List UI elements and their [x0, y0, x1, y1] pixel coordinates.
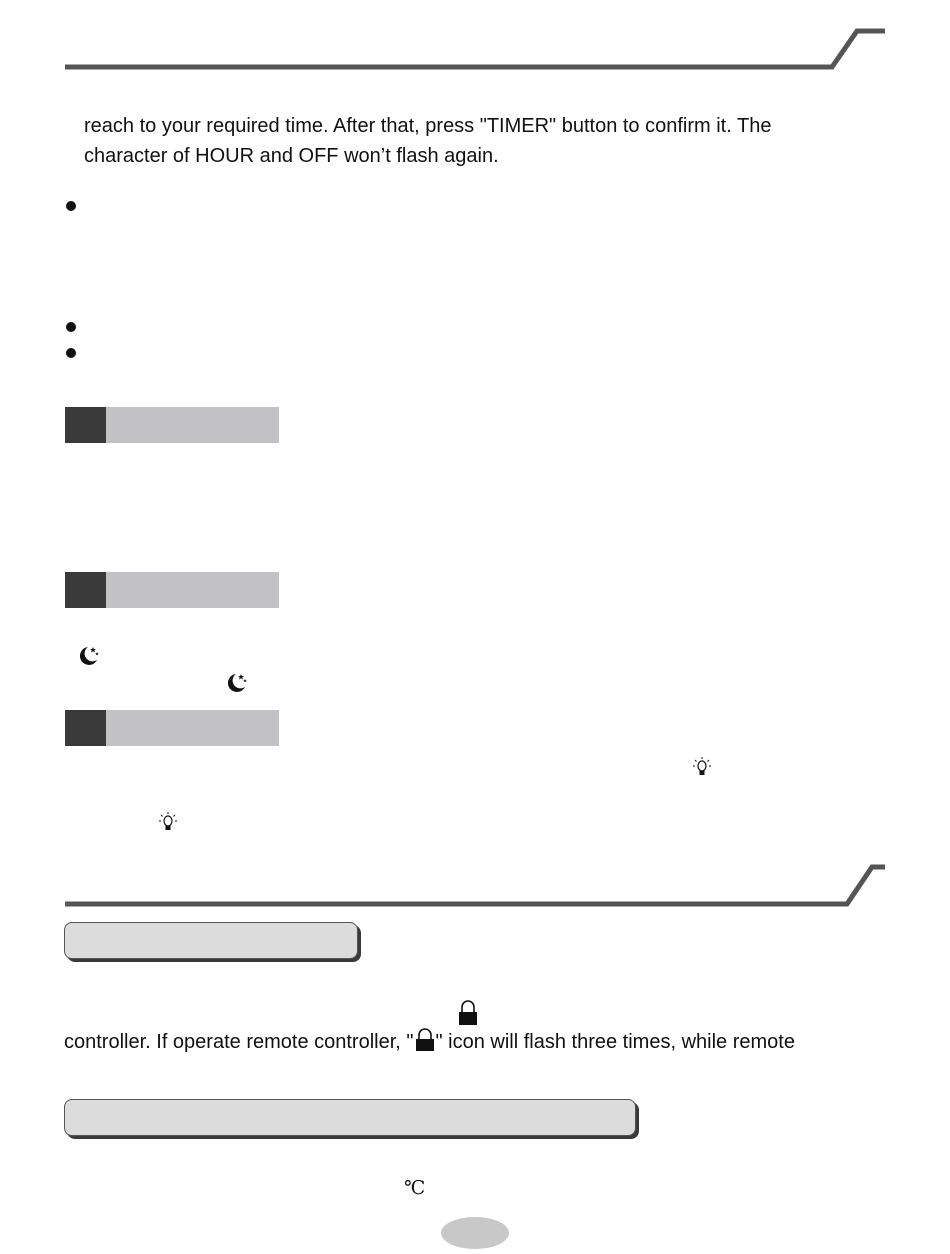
section-heading-block [65, 710, 106, 746]
timer-paragraph-line-1: reach to your required time. After that, press "TIMER" button to confirm it. The [84, 115, 772, 137]
lock-line-end: " icon will flash three times, while remote [435, 1031, 795, 1053]
padlock-icon [414, 1027, 436, 1051]
moon-stars-icon [76, 644, 100, 668]
bottom-section-rule [65, 867, 885, 904]
timer-paragraph-line-2: character of HOUR and OFF won’t flash again. [84, 145, 499, 167]
section-heading-bar [65, 407, 279, 443]
page-number-oval [441, 1217, 509, 1249]
section-heading-bar [65, 572, 279, 608]
padlock-icon [457, 998, 479, 1026]
top-header-rule [65, 31, 885, 67]
section-heading-block [65, 407, 106, 443]
temperature-display-heading-pill [64, 1099, 636, 1136]
lock-line-start: controller. If operate remote controller, " [64, 1031, 414, 1053]
light-bulb-icon [158, 811, 178, 833]
child-lock-heading-pill [64, 922, 358, 959]
section-heading-block [65, 572, 106, 608]
light-bulb-icon [692, 756, 712, 778]
bullet-point [66, 348, 76, 358]
degree-celsius-symbol: ℃ [404, 1177, 426, 1199]
bullet-point [66, 201, 76, 211]
moon-stars-icon [224, 671, 248, 695]
section-heading-bar [65, 710, 279, 746]
bullet-point [66, 322, 76, 332]
child-lock-paragraph-line [64, 1027, 795, 1055]
